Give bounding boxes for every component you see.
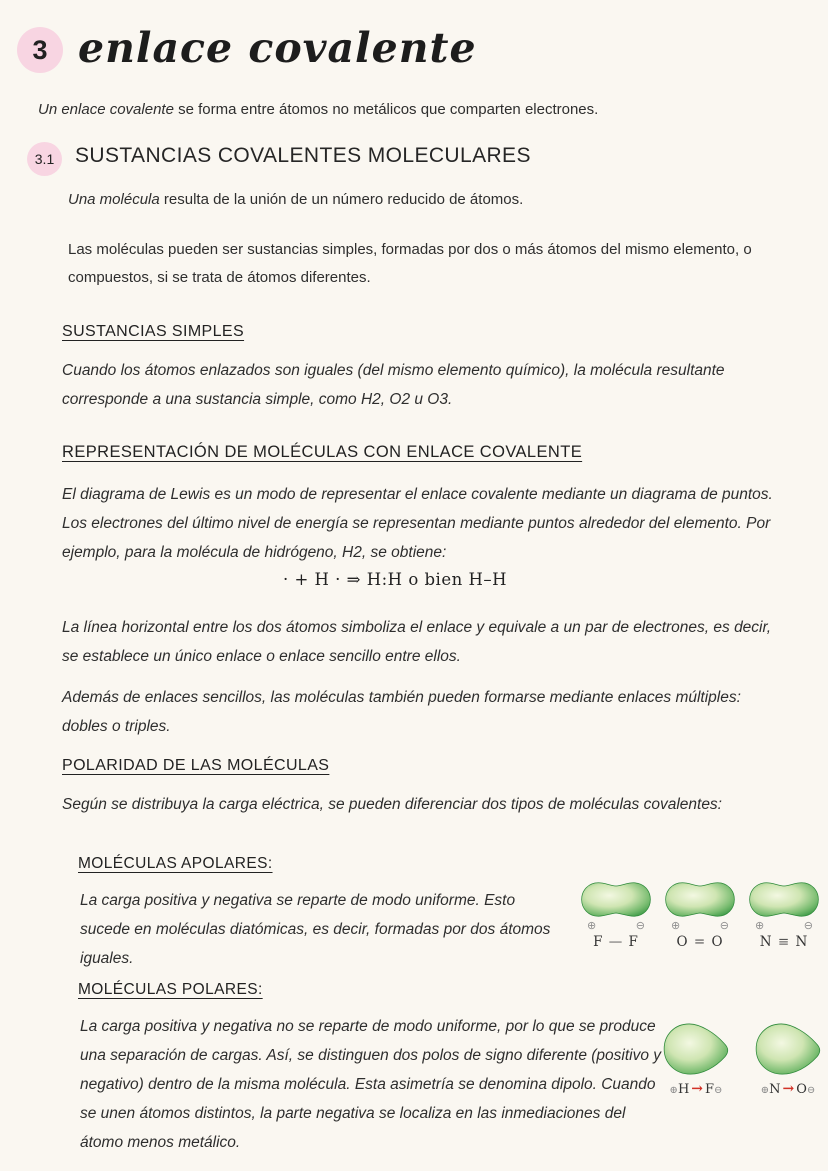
molecule-figure-hf bbox=[656, 1022, 736, 1097]
atom-left: O bbox=[676, 934, 689, 950]
atom-left: F bbox=[593, 934, 604, 950]
dipole-label-hf bbox=[670, 1081, 723, 1097]
atom-left: H bbox=[677, 1082, 690, 1097]
molecule-figure-no bbox=[748, 1022, 828, 1097]
atom-right: N bbox=[795, 934, 809, 950]
plus-sign-icon: ⊕ bbox=[669, 1085, 678, 1096]
atom-left: N bbox=[769, 1082, 781, 1097]
minus-sign-icon: ⊖ bbox=[719, 920, 729, 932]
section-number: 3.1 bbox=[34, 151, 55, 167]
chapter-number-badge bbox=[17, 27, 63, 73]
bond-symbol: — bbox=[608, 934, 624, 950]
paragraph-sustancias: Las moléculas pueden ser sustancias simples, formadas por dos o más átomos del mismo elemento, o compuestos, si se trata de átomos diferentes. bbox=[68, 241, 752, 286]
plus-sign-icon: ⊕ bbox=[760, 1085, 770, 1096]
heading-polaridad: POLARIDAD DE LAS MOLÉCULAS bbox=[62, 757, 330, 774]
charge-signs bbox=[671, 920, 729, 932]
intro-text: se forma entre átomos no metálicos que comparten electrones. bbox=[173, 101, 599, 118]
atom-right: O bbox=[711, 934, 724, 950]
polar-molecule-blob-icon bbox=[752, 1022, 824, 1078]
minus-sign-icon: ⊖ bbox=[806, 1085, 816, 1096]
minus-sign-icon: ⊖ bbox=[803, 920, 813, 932]
bond-label-f2 bbox=[593, 934, 639, 950]
paragraph-molecula bbox=[68, 186, 768, 214]
page-title: enlace covalente bbox=[78, 24, 477, 72]
charge-signs bbox=[587, 920, 645, 932]
polar-molecule-figures bbox=[656, 1022, 828, 1097]
paragraph-segun: Según se distribuya la carga eléctrica, se pueden diferenciar dos tipos de moléculas covalentes: bbox=[62, 796, 722, 813]
chapter-number: 3 bbox=[32, 34, 48, 65]
paragraph-lewis: El diagrama de Lewis es un modo de representar el enlace covalente mediante un diagrama de puntos. Los electrones del último nivel de energía se representan mediante puntos alrededor del elemento. Por ejemplo, para la molécula de hidrógeno, H2, se obtiene: bbox=[62, 486, 773, 561]
molecule-figure-o2 bbox=[660, 880, 740, 950]
intro-term: Un enlace covalente bbox=[38, 101, 174, 118]
lewis-formula: · + H · ⇒ H:H o bien H–H bbox=[282, 570, 508, 589]
paragraph-linea-horizontal: La línea horizontal entre los dos átomos simboliza el enlace y equivale a un par de electrones, es decir, se establece un único enlace o enlace sencillo entre ellos. bbox=[62, 619, 772, 665]
bond-symbol: = bbox=[693, 934, 707, 950]
apolar-molecule-figures bbox=[576, 880, 824, 950]
intro-paragraph bbox=[38, 97, 768, 123]
heading-sustancias-simples: SUSTANCIAS SIMPLES bbox=[62, 323, 245, 340]
minus-sign-icon: ⊖ bbox=[635, 920, 645, 932]
section-title: SUSTANCIAS COVALENTES MOLECULARES bbox=[75, 144, 531, 167]
dipole-label-no bbox=[761, 1081, 816, 1097]
apolar-molecule-blob-icon bbox=[578, 880, 654, 919]
atom-right: O bbox=[796, 1082, 807, 1097]
apolar-molecule-blob-icon bbox=[662, 880, 738, 919]
heading-moleculas-apolares: MOLÉCULAS APOLARES: bbox=[78, 855, 273, 872]
heading-moleculas-polares: MOLÉCULAS POLARES: bbox=[78, 981, 263, 998]
plus-sign-icon: ⊕ bbox=[587, 920, 597, 932]
molecula-term: Una molécula bbox=[68, 191, 160, 208]
bond-label-o2 bbox=[676, 934, 723, 950]
atom-right: F bbox=[628, 934, 639, 950]
minus-sign-icon: ⊖ bbox=[714, 1085, 723, 1096]
paragraph-sustancias-simples: Cuando los átomos enlazados son iguales (del mismo elemento químico), la molécula resultante corresponde a una sustancia simple, como H2, O2 u O3. bbox=[62, 362, 725, 408]
polar-molecule-blob-icon bbox=[660, 1022, 732, 1078]
atom-right: F bbox=[705, 1082, 715, 1097]
atom-left: N bbox=[759, 934, 773, 950]
molecule-figure-f2 bbox=[576, 880, 656, 950]
plus-sign-icon: ⊕ bbox=[755, 920, 765, 932]
heading-representacion: REPRESENTACIÓN DE MOLÉCULAS CON ENLACE COVALENTE bbox=[62, 443, 583, 461]
molecula-text: resulta de la unión de un número reducido de átomos. bbox=[159, 191, 524, 208]
paragraph-enlaces-multiples: Además de enlaces sencillos, las moléculas también pueden formarse mediante enlaces múltiples: dobles o triples. bbox=[62, 689, 741, 735]
paragraph-apolares: La carga positiva y negativa se reparte de modo uniforme. Esto sucede en moléculas diatómicas, es decir, formadas por dos átomos iguales. bbox=[80, 892, 551, 967]
bond-label-n2 bbox=[760, 934, 809, 950]
charge-signs bbox=[755, 920, 813, 932]
apolar-molecule-blob-icon bbox=[746, 880, 822, 919]
dipole-arrow-icon: → bbox=[782, 1081, 795, 1097]
dipole-arrow-icon: → bbox=[691, 1081, 704, 1097]
section-number-badge bbox=[27, 142, 62, 176]
molecule-figure-n2 bbox=[744, 880, 824, 950]
paragraph-polares: La carga positiva y negativa no se reparte de modo uniforme, por lo que se produce una separación de cargas. Así, se distinguen dos polos de signo diferente (positivo y negativo) dentro de la misma molécula. Esta asimetría se denomina dipolo. Cuando se unen átomos distintos, la parte negativa se localiza en las inmediaciones del átomo menos metálico. bbox=[80, 1018, 662, 1151]
bond-symbol: ≡ bbox=[777, 934, 791, 950]
plus-sign-icon: ⊕ bbox=[671, 920, 681, 932]
